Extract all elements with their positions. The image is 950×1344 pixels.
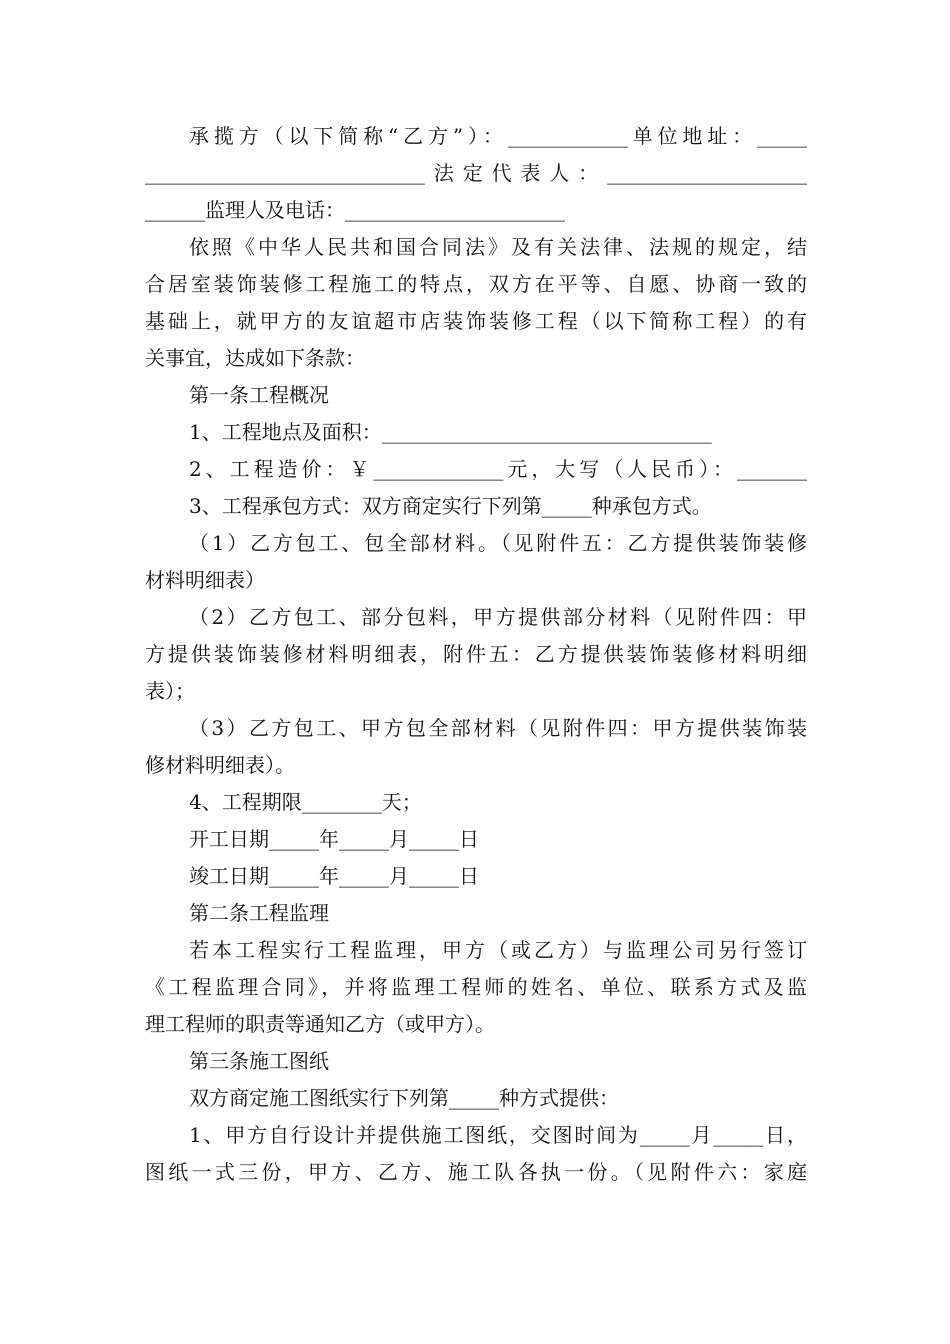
text-line: 第三条施工图纸 bbox=[189, 1049, 329, 1073]
text-line: ____________________________法定代表人：____________________ bbox=[145, 161, 807, 185]
text-line: 3、工程承包方式：双方商定实行下列第_____种承包方式。 bbox=[189, 494, 712, 518]
text-line: 材料明细表） bbox=[145, 568, 265, 592]
text-line: 基础上，就甲方的友谊超市店装饰装修工程（以下简称工程）的有 bbox=[145, 309, 807, 333]
text-line: ______监理人及电话：______________________ bbox=[145, 198, 565, 222]
text-line: 1、甲方自行设计并提供施工图纸，交图时间为_____月_____日， bbox=[189, 1123, 807, 1147]
text-line: 合居室装饰装修工程施工的特点，双方在平等、自愿、协商一致的 bbox=[145, 272, 807, 296]
text-line: （2）乙方包工、部分包料，甲方提供部分材料（见附件四：甲 bbox=[189, 605, 807, 629]
text-line: 2、工程造价：￥_____________元，大写（人民币）：_______ bbox=[189, 457, 807, 481]
text-line: 竣工日期_____年_____月_____日 bbox=[189, 864, 479, 888]
document-page bbox=[145, 118, 807, 1191]
text-line: 1、工程地点及面积：_________________________________ bbox=[189, 420, 712, 444]
text-line: 第一条工程概况 bbox=[189, 383, 329, 407]
text-line: 理工程师的职责等通知乙方（或甲方）。 bbox=[145, 1012, 495, 1036]
text-line: 双方商定施工图纸实行下列第_____种方式提供： bbox=[189, 1086, 619, 1110]
text-line: 若本工程实行工程监理，甲方（或乙方）与监理公司另行签订 bbox=[189, 938, 807, 962]
text-line: 开工日期_____年_____月_____日 bbox=[189, 827, 479, 851]
text-line: 图纸一式三份，甲方、乙方、施工队各执一份。（见附件六：家庭 bbox=[145, 1160, 807, 1184]
text-line: 承揽方（以下简称“乙方”）：____________单位地址：_____ bbox=[189, 124, 807, 148]
text-line: 关事宜，达成如下条款： bbox=[145, 346, 365, 370]
text-line: 方提供装饰装修材料明细表，附件五：乙方提供装饰装修材料明细 bbox=[145, 642, 807, 666]
text-line: 《工程监理合同》，并将监理工程师的姓名、单位、联系方式及监 bbox=[145, 975, 807, 999]
text-line: 4、工程期限________天； bbox=[189, 790, 422, 814]
text-line: 依照《中华人民共和国合同法》及有关法律、法规的规定，结 bbox=[189, 235, 807, 259]
text-line: 表）； bbox=[145, 679, 195, 703]
text-line: （1）乙方包工、包全部材料。（见附件五：乙方提供装饰装修 bbox=[189, 531, 807, 555]
text-line: 修材料明细表）。 bbox=[145, 753, 295, 777]
text-line: （3）乙方包工、甲方包全部材料（见附件四：甲方提供装饰装 bbox=[189, 716, 807, 740]
text-line: 第二条工程监理 bbox=[189, 901, 329, 925]
